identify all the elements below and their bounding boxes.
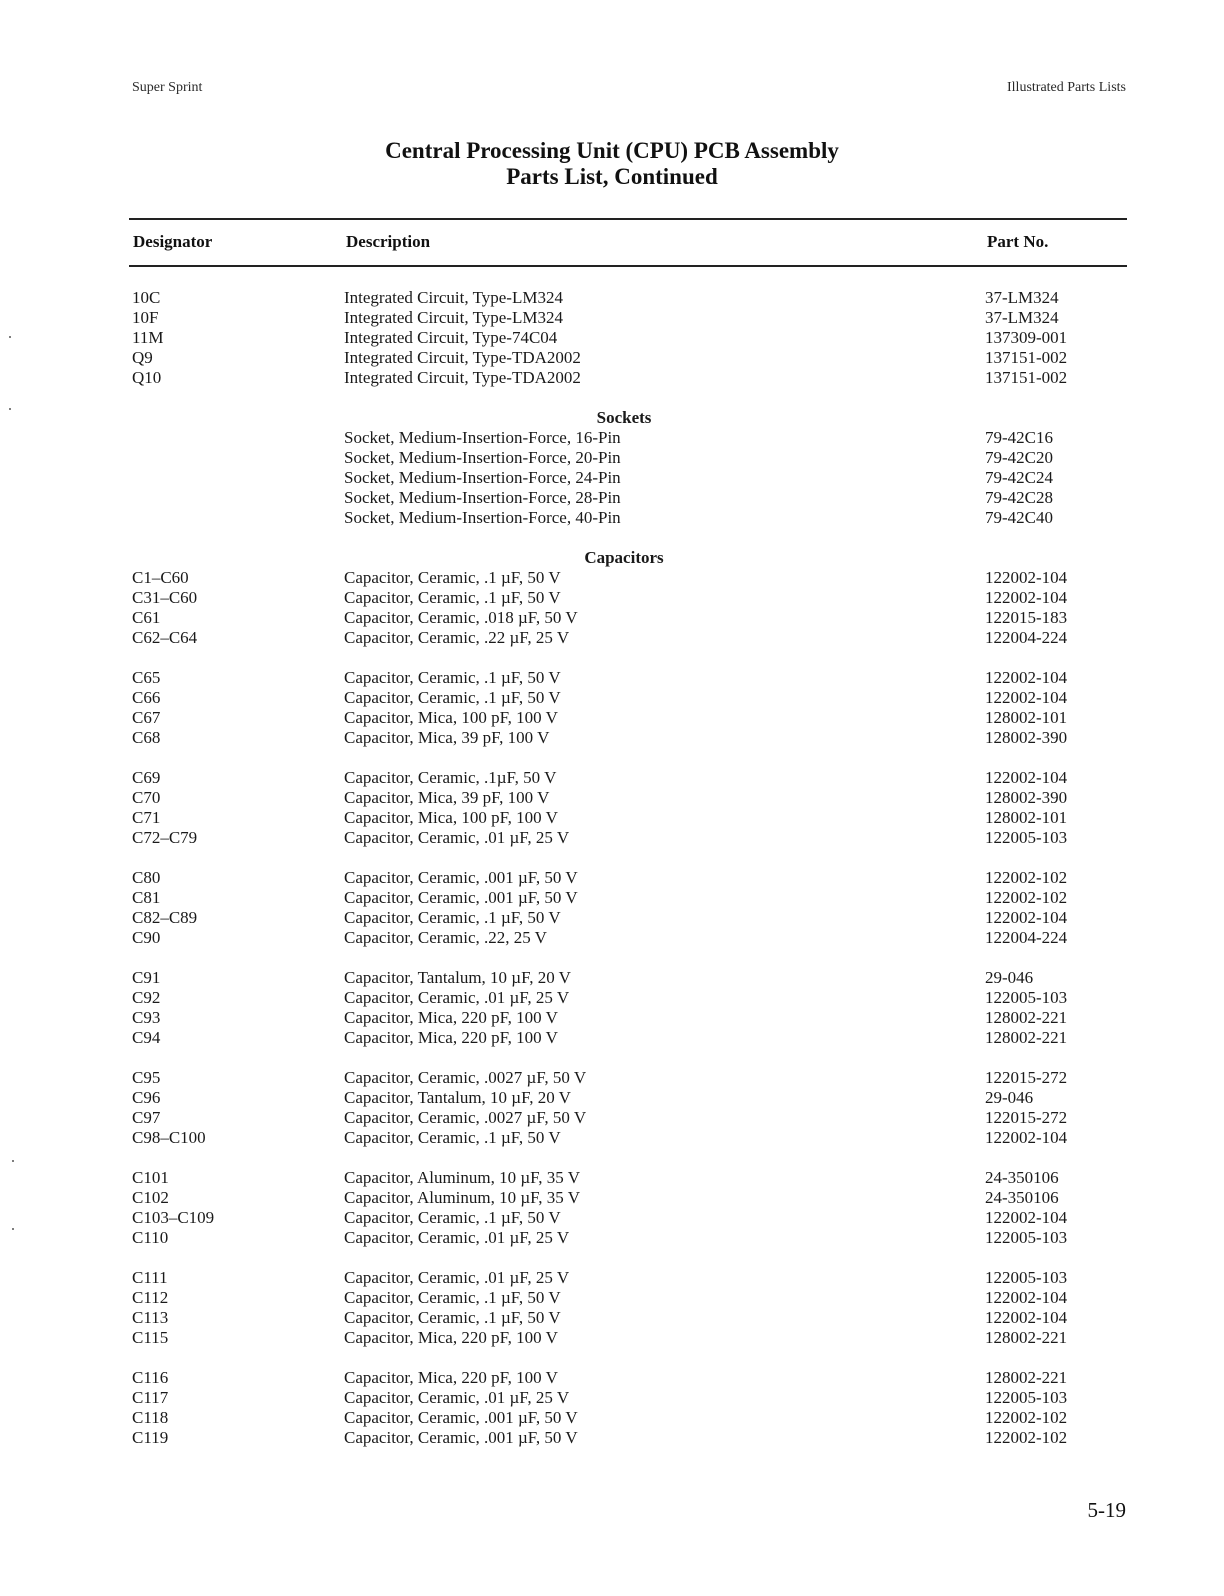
parts-group xyxy=(0,1168,1224,1248)
part-number-cell: 24-350106 xyxy=(985,1188,1059,1207)
table-row xyxy=(0,788,1224,808)
table-row xyxy=(0,1388,1224,1408)
title-line-2: Parts List, Continued xyxy=(506,164,718,189)
section-heading: Capacitors xyxy=(584,548,664,567)
designator-cell: C95 xyxy=(132,1068,161,1087)
parts-list xyxy=(0,288,1224,1468)
description-cell: Capacitor, Mica, 220 pF, 100 V xyxy=(344,1328,558,1347)
designator-cell: C110 xyxy=(132,1228,169,1247)
parts-group xyxy=(0,1368,1224,1448)
description-cell: Capacitor, Ceramic, .1 µF, 50 V xyxy=(344,1208,561,1227)
designator-cell: C101 xyxy=(132,1168,169,1187)
description-cell: Capacitor, Ceramic, .1 µF, 50 V xyxy=(344,1288,561,1307)
part-number-cell: 29-046 xyxy=(985,968,1034,987)
parts-group xyxy=(0,1268,1224,1348)
part-number-cell: 122004-224 xyxy=(985,928,1068,947)
table-row xyxy=(0,348,1224,368)
designator-cell: C70 xyxy=(132,788,161,807)
description-cell: Capacitor, Ceramic, .1µF, 50 V xyxy=(344,768,557,787)
description-cell: Capacitor, Ceramic, .01 µF, 25 V xyxy=(344,1268,570,1287)
table-row xyxy=(0,968,1224,988)
page-title xyxy=(0,138,1224,190)
scan-mark xyxy=(12,1228,14,1230)
description-cell: Capacitor, Ceramic, .1 µF, 50 V xyxy=(344,1308,561,1327)
part-number-cell: 122002-104 xyxy=(985,588,1068,607)
designator-cell: 10F xyxy=(132,308,159,327)
table-row xyxy=(0,1308,1224,1328)
table-row xyxy=(0,688,1224,708)
table-row xyxy=(0,868,1224,888)
description-cell: Socket, Medium-Insertion-Force, 24-Pin xyxy=(344,468,621,487)
table-row xyxy=(0,488,1224,508)
table-row xyxy=(0,768,1224,788)
designator-cell: C71 xyxy=(132,808,161,827)
description-cell: Integrated Circuit, Type-TDA2002 xyxy=(344,348,581,367)
description-cell: Socket, Medium-Insertion-Force, 28-Pin xyxy=(344,488,621,507)
description-cell: Capacitor, Ceramic, .001 µF, 50 V xyxy=(344,1408,578,1427)
part-number-cell: 122005-103 xyxy=(985,988,1068,1007)
designator-cell: C82–C89 xyxy=(132,908,198,927)
designator-cell: C117 xyxy=(132,1388,169,1407)
designator-cell: C69 xyxy=(132,768,161,787)
part-number-cell: 79-42C24 xyxy=(985,468,1053,487)
scan-mark xyxy=(12,1160,14,1162)
description-cell: Integrated Circuit, Type-TDA2002 xyxy=(344,368,581,387)
description-cell: Capacitor, Mica, 39 pF, 100 V xyxy=(344,728,550,747)
parts-group xyxy=(0,288,1224,388)
description-cell: Capacitor, Ceramic, .1 µF, 50 V xyxy=(344,1128,561,1147)
part-number-cell: 122002-104 xyxy=(985,768,1068,787)
designator-cell: C72–C79 xyxy=(132,828,198,847)
part-number-cell: 37-LM324 xyxy=(985,308,1059,327)
table-row xyxy=(0,668,1224,688)
designator-cell: C119 xyxy=(132,1428,169,1447)
part-number-cell: 122002-102 xyxy=(985,888,1068,907)
part-number-cell: 128002-390 xyxy=(985,788,1068,807)
designator-cell: C61 xyxy=(132,608,161,627)
column-header-designator: Designator xyxy=(133,232,213,251)
table-row xyxy=(0,1408,1224,1428)
table-row xyxy=(0,888,1224,908)
part-number-cell: 122005-103 xyxy=(985,1268,1068,1287)
description-cell: Capacitor, Mica, 220 pF, 100 V xyxy=(344,1008,558,1027)
parts-group xyxy=(0,968,1224,1048)
part-number-cell: 137309-001 xyxy=(985,328,1068,347)
designator-cell: Q9 xyxy=(132,348,153,367)
designator-cell: C80 xyxy=(132,868,161,887)
part-number-cell: 137151-002 xyxy=(985,348,1068,367)
page-number: 5-19 xyxy=(1087,1498,1126,1522)
table-row xyxy=(0,368,1224,388)
part-number-cell: 122002-104 xyxy=(985,908,1068,927)
scan-mark xyxy=(9,336,11,338)
description-cell: Capacitor, Ceramic, .001 µF, 50 V xyxy=(344,1428,578,1447)
part-number-cell: 122002-102 xyxy=(985,1428,1068,1447)
designator-cell: C62–C64 xyxy=(132,628,198,647)
description-cell: Capacitor, Mica, 100 pF, 100 V xyxy=(344,808,558,827)
table-row xyxy=(0,508,1224,528)
part-number-cell: 122005-103 xyxy=(985,1228,1068,1247)
table-row xyxy=(0,1268,1224,1288)
part-number-cell: 122005-103 xyxy=(985,828,1068,847)
designator-cell: Q10 xyxy=(132,368,162,387)
part-number-cell: 122002-104 xyxy=(985,1128,1068,1147)
description-cell: Capacitor, Ceramic, .0027 µF, 50 V xyxy=(344,1108,587,1127)
part-number-cell: 29-046 xyxy=(985,1088,1034,1107)
table-header-rule xyxy=(129,265,1127,267)
table-row xyxy=(0,1188,1224,1208)
table-row xyxy=(0,1208,1224,1228)
description-cell: Capacitor, Ceramic, .1 µF, 50 V xyxy=(344,588,561,607)
part-number-cell: 122002-104 xyxy=(985,688,1068,707)
part-number-cell: 122015-272 xyxy=(985,1108,1068,1127)
part-number-cell: 137151-002 xyxy=(985,368,1068,387)
description-cell: Integrated Circuit, Type-LM324 xyxy=(344,288,563,307)
designator-cell: C111 xyxy=(132,1268,168,1287)
table-row xyxy=(0,708,1224,728)
part-number-cell: 24-350106 xyxy=(985,1168,1059,1187)
part-number-cell: 79-42C16 xyxy=(985,428,1053,447)
table-row xyxy=(0,1008,1224,1028)
designator-cell: C81 xyxy=(132,888,161,907)
column-header-part-no: Part No. xyxy=(987,232,1049,251)
part-number-cell: 122002-102 xyxy=(985,868,1068,887)
description-cell: Capacitor, Mica, 220 pF, 100 V xyxy=(344,1028,558,1047)
description-cell: Capacitor, Ceramic, .01 µF, 25 V xyxy=(344,1388,570,1407)
description-cell: Capacitor, Ceramic, .01 µF, 25 V xyxy=(344,828,570,847)
designator-cell: C116 xyxy=(132,1368,169,1387)
description-cell: Capacitor, Ceramic, .01 µF, 25 V xyxy=(344,988,570,1007)
part-number-cell: 128002-390 xyxy=(985,728,1068,747)
designator-cell: C90 xyxy=(132,928,161,947)
description-cell: Capacitor, Ceramic, .0027 µF, 50 V xyxy=(344,1068,587,1087)
part-number-cell: 79-42C28 xyxy=(985,488,1053,507)
part-number-cell: 122002-104 xyxy=(985,1288,1068,1307)
description-cell: Capacitor, Ceramic, .22 µF, 25 V xyxy=(344,628,570,647)
part-number-cell: 122005-103 xyxy=(985,1388,1068,1407)
part-number-cell: 128002-101 xyxy=(985,808,1068,827)
table-row xyxy=(0,828,1224,848)
section-heading: Sockets xyxy=(596,408,652,427)
description-cell: Integrated Circuit, Type-LM324 xyxy=(344,308,563,327)
description-cell: Socket, Medium-Insertion-Force, 16-Pin xyxy=(344,428,621,447)
designator-cell: C98–C100 xyxy=(132,1128,206,1147)
designator-cell: C68 xyxy=(132,728,161,747)
part-number-cell: 122015-183 xyxy=(985,608,1068,627)
scan-mark xyxy=(9,408,11,410)
table-row xyxy=(0,1168,1224,1188)
part-number-cell: 79-42C40 xyxy=(985,508,1053,527)
designator-cell: C97 xyxy=(132,1108,161,1127)
designator-cell: C66 xyxy=(132,688,161,707)
description-cell: Capacitor, Mica, 100 pF, 100 V xyxy=(344,708,558,727)
part-number-cell: 122015-272 xyxy=(985,1068,1068,1087)
part-number-cell: 122002-104 xyxy=(985,568,1068,587)
title-line-1: Central Processing Unit (CPU) PCB Assembly xyxy=(385,138,839,163)
designator-cell: C112 xyxy=(132,1288,169,1307)
part-number-cell: 122002-104 xyxy=(985,668,1068,687)
description-cell: Socket, Medium-Insertion-Force, 20-Pin xyxy=(344,448,621,467)
description-cell: Capacitor, Ceramic, .1 µF, 50 V xyxy=(344,908,561,927)
table-row xyxy=(0,728,1224,748)
designator-cell: 10C xyxy=(132,288,161,307)
description-cell: Capacitor, Ceramic, .1 µF, 50 V xyxy=(344,668,561,687)
description-cell: Capacitor, Ceramic, .001 µF, 50 V xyxy=(344,868,578,887)
designator-cell: C118 xyxy=(132,1408,169,1427)
description-cell: Capacitor, Ceramic, .001 µF, 50 V xyxy=(344,888,578,907)
designator-cell: C103–C109 xyxy=(132,1208,215,1227)
designator-cell: C65 xyxy=(132,668,161,687)
table-row xyxy=(0,628,1224,648)
parts-group xyxy=(0,768,1224,848)
table-row xyxy=(0,588,1224,608)
table-row xyxy=(0,308,1224,328)
part-number-cell: 128002-101 xyxy=(985,708,1068,727)
description-cell: Socket, Medium-Insertion-Force, 40-Pin xyxy=(344,508,621,527)
table-row xyxy=(0,1068,1224,1088)
designator-cell: C102 xyxy=(132,1188,169,1207)
part-number-cell: 37-LM324 xyxy=(985,288,1059,307)
table-row xyxy=(0,1028,1224,1048)
description-cell: Capacitor, Mica, 39 pF, 100 V xyxy=(344,788,550,807)
parts-group xyxy=(0,1068,1224,1148)
part-number-cell: 128002-221 xyxy=(985,1008,1068,1027)
running-head-left: Super Sprint xyxy=(132,80,203,95)
parts-group xyxy=(0,408,1224,528)
part-number-cell: 122004-224 xyxy=(985,628,1068,647)
table-row xyxy=(0,928,1224,948)
designator-cell: 11M xyxy=(132,328,164,347)
designator-cell: C1–C60 xyxy=(132,568,189,587)
description-cell: Capacitor, Ceramic, .22, 25 V xyxy=(344,928,547,947)
part-number-cell: 122002-102 xyxy=(985,1408,1068,1427)
designator-cell: C92 xyxy=(132,988,161,1007)
table-row xyxy=(0,1288,1224,1308)
table-row xyxy=(0,1228,1224,1248)
table-row xyxy=(0,1108,1224,1128)
parts-group xyxy=(0,668,1224,748)
table-row xyxy=(0,428,1224,448)
table-row xyxy=(0,288,1224,308)
designator-cell: C93 xyxy=(132,1008,161,1027)
part-number-cell: 122002-104 xyxy=(985,1308,1068,1327)
description-cell: Integrated Circuit, Type-74C04 xyxy=(344,328,558,347)
table-row xyxy=(0,1128,1224,1148)
table-row xyxy=(0,328,1224,348)
parts-group xyxy=(0,868,1224,948)
description-cell: Capacitor, Tantalum, 10 µF, 20 V xyxy=(344,968,571,987)
part-number-cell: 128002-221 xyxy=(985,1028,1068,1047)
part-number-cell: 79-42C20 xyxy=(985,448,1053,467)
table-row xyxy=(0,1428,1224,1448)
description-cell: Capacitor, Ceramic, .1 µF, 50 V xyxy=(344,688,561,707)
table-row xyxy=(0,1088,1224,1108)
description-cell: Capacitor, Ceramic, .018 µF, 50 V xyxy=(344,608,578,627)
designator-cell: C67 xyxy=(132,708,161,727)
table-row xyxy=(0,1328,1224,1348)
designator-cell: C113 xyxy=(132,1308,169,1327)
designator-cell: C96 xyxy=(132,1088,161,1107)
description-cell: Capacitor, Aluminum, 10 µF, 35 V xyxy=(344,1188,580,1207)
parts-group xyxy=(0,548,1224,648)
designator-cell: C31–C60 xyxy=(132,588,198,607)
description-cell: Capacitor, Ceramic, .01 µF, 25 V xyxy=(344,1228,570,1247)
column-header-description: Description xyxy=(346,232,431,251)
table-row xyxy=(0,568,1224,588)
table-row xyxy=(0,988,1224,1008)
description-cell: Capacitor, Mica, 220 pF, 100 V xyxy=(344,1368,558,1387)
table-top-rule xyxy=(129,218,1127,220)
part-number-cell: 128002-221 xyxy=(985,1368,1068,1387)
running-head-right: Illustrated Parts Lists xyxy=(1007,80,1126,95)
table-row xyxy=(0,448,1224,468)
part-number-cell: 128002-221 xyxy=(985,1328,1068,1347)
part-number-cell: 122002-104 xyxy=(985,1208,1068,1227)
table-row xyxy=(0,468,1224,488)
table-row xyxy=(0,908,1224,928)
description-cell: Capacitor, Tantalum, 10 µF, 20 V xyxy=(344,1088,571,1107)
table-row xyxy=(0,608,1224,628)
designator-cell: C94 xyxy=(132,1028,161,1047)
table-row xyxy=(0,808,1224,828)
table-row xyxy=(0,1368,1224,1388)
designator-cell: C91 xyxy=(132,968,161,987)
description-cell: Capacitor, Ceramic, .1 µF, 50 V xyxy=(344,568,561,587)
designator-cell: C115 xyxy=(132,1328,169,1347)
description-cell: Capacitor, Aluminum, 10 µF, 35 V xyxy=(344,1168,580,1187)
